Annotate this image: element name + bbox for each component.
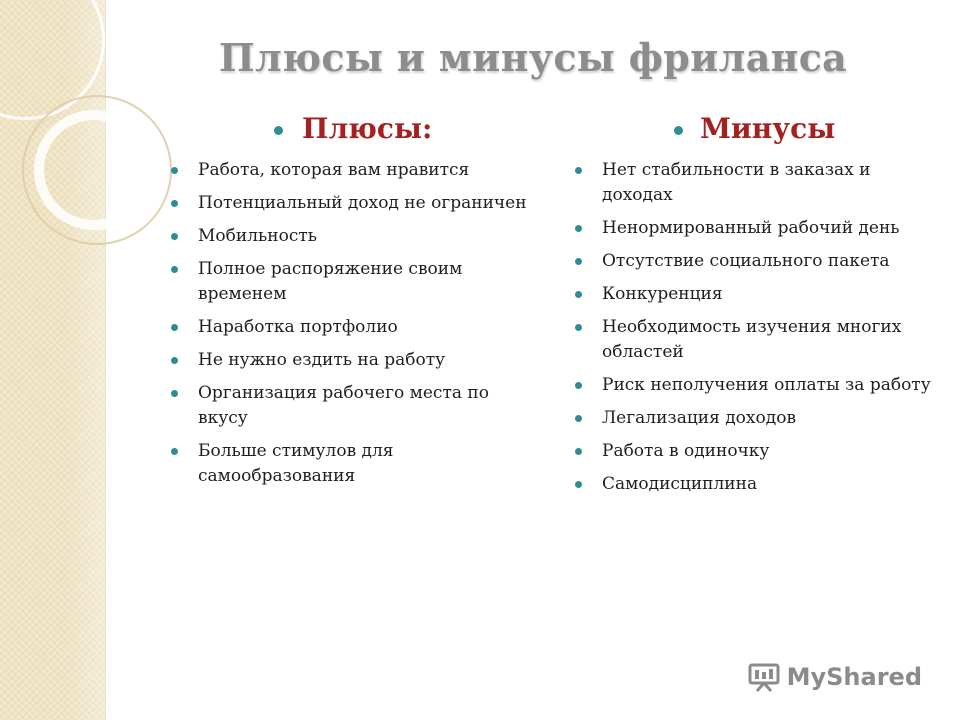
watermark-text: MyShared	[786, 663, 922, 691]
bullet-dot-icon	[575, 382, 582, 389]
myshared-watermark	[747, 662, 922, 692]
cons-item-text: Работа в одиночку	[602, 441, 770, 461]
bullet-dot-icon	[274, 126, 283, 135]
bullet-dot-icon	[575, 225, 582, 232]
bullet-dot-icon	[171, 324, 178, 331]
bullet-dot-icon	[575, 291, 582, 298]
cons-item-text: Конкуренция	[602, 284, 723, 304]
cons-list	[572, 158, 942, 497]
bullet-dot-icon	[171, 167, 178, 174]
bullet-dot-icon	[171, 448, 178, 455]
pros-item-text: Мобильность	[198, 226, 318, 246]
bullet-dot-icon	[575, 324, 582, 331]
list-item	[572, 439, 942, 464]
pros-item-text: Полное распоряжение своим временем	[198, 259, 463, 304]
cons-item-text: Необходимость изучения многих областей	[602, 317, 902, 362]
bullet-dot-icon	[575, 448, 582, 455]
cons-item-text: Ненормированный рабочий день	[602, 218, 900, 238]
list-item	[572, 472, 942, 497]
list-item	[168, 224, 528, 249]
bullet-dot-icon	[171, 233, 178, 240]
bullet-dot-icon	[171, 200, 178, 207]
pros-item-text: Не нужно ездить на работу	[198, 350, 446, 370]
bullet-dot-icon	[674, 126, 683, 135]
cons-column	[572, 112, 942, 505]
pros-list	[168, 158, 528, 489]
bullet-dot-icon	[575, 167, 582, 174]
slide-title: Плюсы и минусы фриланса	[218, 35, 848, 80]
list-item	[168, 348, 528, 373]
pros-item-text: Работа, которая вам нравится	[198, 160, 470, 180]
list-item	[168, 191, 528, 216]
cons-heading: Минусы	[700, 112, 836, 145]
bullet-dot-icon	[575, 415, 582, 422]
bullet-dot-icon	[171, 357, 178, 364]
pros-item-text: Больше стимулов для самообразования	[198, 441, 394, 486]
pros-column	[168, 112, 528, 497]
list-item	[572, 315, 942, 365]
cons-item-text: Отсутствие социального пакета	[602, 251, 890, 271]
decorative-side-band	[0, 0, 106, 720]
list-item	[168, 257, 528, 307]
presentation-board-icon	[747, 662, 781, 692]
list-item	[168, 315, 528, 340]
pros-heading: Плюсы:	[302, 112, 433, 145]
pros-item-text: Потенциальный доход не ограничен	[198, 193, 527, 213]
cons-item-text: Нет стабильности в заказах и доходах	[602, 160, 871, 205]
bullet-dot-icon	[575, 481, 582, 488]
cons-item-text: Легализация доходов	[602, 408, 797, 428]
list-item	[572, 249, 942, 274]
decorative-ring	[34, 110, 154, 230]
list-item	[168, 381, 528, 431]
bullet-dot-icon	[171, 390, 178, 397]
list-item	[168, 158, 528, 183]
bullet-dot-icon	[575, 258, 582, 265]
list-item	[168, 439, 528, 489]
pros-item-text: Наработка портфолио	[198, 317, 398, 337]
cons-item-text: Риск неполучения оплаты за работу	[602, 375, 931, 395]
pros-heading-row	[168, 112, 528, 152]
bullet-dot-icon	[171, 266, 178, 273]
cons-heading-row	[572, 112, 942, 152]
list-item	[572, 406, 942, 431]
list-item	[572, 216, 942, 241]
list-item	[572, 373, 942, 398]
list-item	[572, 282, 942, 307]
cons-item-text: Самодисциплина	[602, 474, 758, 494]
pros-item-text: Организация рабочего места по вкусу	[198, 383, 489, 428]
list-item	[572, 158, 942, 208]
